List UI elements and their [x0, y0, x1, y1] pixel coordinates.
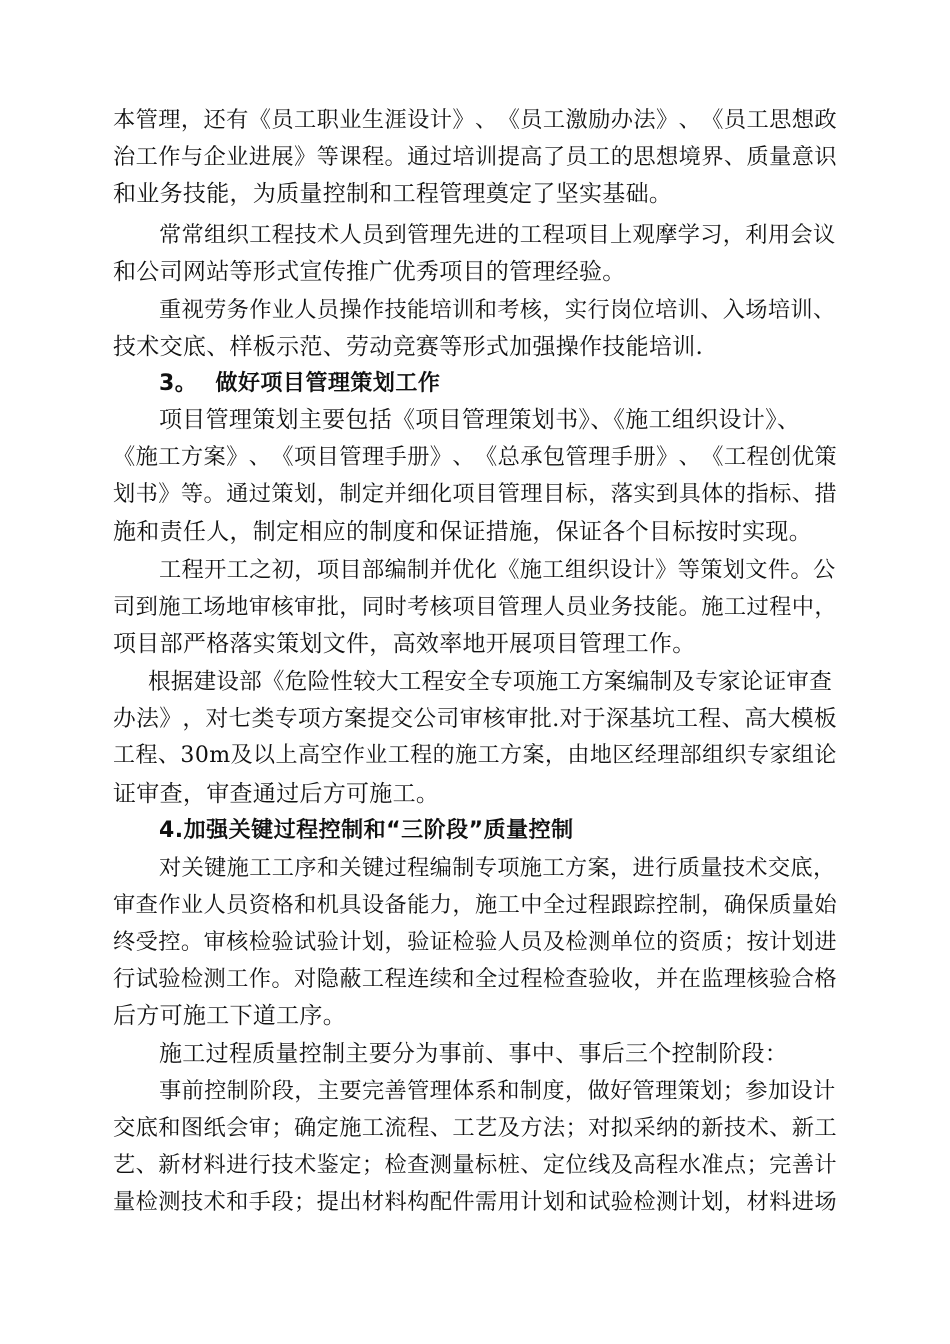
- paragraph-line: 审 查 作 业 人 员 资 格 和 机 具 设 备 能 力 ， 施 工 中 全 过 程 跟 踪 控 制 ， 确 保 质 量 始: [113, 892, 837, 918]
- paragraph-line: 后方可施工下道工序。: [113, 1003, 346, 1029]
- paragraph-line: 工程开工之初，项目部编制并优化《施工组织设计》等策划文件。公: [159, 557, 836, 583]
- paragraph-line: 常常组织工程技术人员到管理先进的工程项目上观摩学习，利用会议: [159, 222, 836, 248]
- paragraph-line: 重视劳务作业人员操作技能培训和考核，实行岗位培训、入场培训、: [159, 297, 836, 323]
- paragraph-line: 划 书 》 等 。 通 过 策 划 ， 制 定 并 细 化 项 目 管 理 目 标 ， 落 实 到 具 体 的 指 标 、 措: [113, 481, 837, 507]
- paragraph-line: 终 受 控 。 审 核 检 验 试 验 计 划 ， 验 证 检 验 人 员 及 检 测 单 位 的 资 质 ； 按 计 划 进: [113, 929, 837, 955]
- paragraph-line: 和业务技能，为质量控制和工程管理奠定了坚实基础。: [113, 181, 673, 207]
- paragraph-line: 对关键施工工序和关键过程编制专项施工方案，进行质量技术交底，: [159, 855, 836, 881]
- paragraph-line: 《 施 工 方 案 》 、 《 项 目 管 理 手 册 》 、 《 总 承 包 管 理 手 册 》 、 《 工 程 创 优 策: [113, 444, 837, 470]
- paragraph-line: 本 管 理 ， 还 有 《 员 工 职 业 生 涯 设 计 》 、 《 员 工 激 励 办 法 》 、 《 员 工 思 想 政: [113, 107, 837, 133]
- paragraph-line: 项目管理策划主要包括《项目管理策划书》、《施工组织设计》、: [159, 407, 801, 433]
- section-title: 做好项目管理策划工作: [215, 371, 441, 396]
- paragraph-line: 办 法 》 ， 对 七 类 专 项 方 案 提 交 公 司 审 核 审 批 . 对 于 深 基 坑 工 程 、 高 大 模 板: [113, 706, 837, 732]
- paragraph-line: 司 到 施 工 场 地 审 核 审 批 ， 同 时 考 核 项 目 管 理 人 员 业 务 技 能 。 施 工 过 程 中 ，: [113, 594, 837, 620]
- paragraph-line: 项目部严格落实策划文件，高效率地开展项目管理工作。: [113, 631, 696, 657]
- paragraph-line: 行 试 验 检 测 工 作 。 对 隐 蔽 工 程 连 续 和 全 过 程 检 查 验 收 ， 并 在 监 理 核 验 合 格: [113, 966, 837, 992]
- paragraph-line: 施工过程质量控制主要分为事前、事中、事后三个控制阶段：: [159, 1041, 789, 1067]
- paragraph-line: 艺 、 新 材 料 进 行 技 术 鉴 定 ； 检 查 测 量 标 桩 、 定 位 线 及 高 程 水 准 点 ； 完 善 计: [113, 1152, 837, 1178]
- section-number: 3。: [159, 371, 198, 396]
- paragraph-line: 治 工 作 与 企 业 进 展 》 等 课 程 。 通 过 培 训 提 高 了 员 工 的 思 想 境 界 、 质 量 意 识: [113, 144, 837, 170]
- paragraph-line: 证审查，审查通过后方可施工。: [113, 781, 440, 807]
- paragraph-line: 交 底 和 图 纸 会 审 ； 确 定 施 工 流 程 、 工 艺 及 方 法 ； 对 拟 采 纳 的 新 技 术 、 新 工: [113, 1115, 837, 1141]
- paragraph-line: 事前控制阶段，主要完善管理体系和制度，做好管理策划；参加设计: [159, 1078, 836, 1104]
- paragraph-line: 工 程 、 3 0 m 及 以 上 高 空 作 业 工 程 的 施 工 方 案 ， 由 地 区 经 理 部 组 织 专 家 组 论: [113, 743, 837, 768]
- paragraph-line: 技术交底、样板示范、劳动竞赛等形式加强操作技能培训.: [113, 334, 704, 360]
- paragraph-line: 量 检 测 技 术 和 手 段 ； 提 出 材 料 构 配 件 需 用 计 划 和 试 验 检 测 计 划 ， 材 料 进 场: [113, 1189, 837, 1215]
- paragraph-line: 根据建设部《危险性较大工程安全专项施工方案编制及专家论证审查: [148, 669, 833, 695]
- section-heading-4: 4.加强关键过程控制和“三阶段”质量控制: [159, 818, 574, 843]
- section-heading-3: [159, 369, 440, 399]
- paragraph-line: 和公司网站等形式宣传推广优秀项目的管理经验。: [113, 259, 626, 285]
- paragraph-line: 施和责任人，制定相应的制度和保证措施，保证各个目标按时实现。: [113, 519, 812, 545]
